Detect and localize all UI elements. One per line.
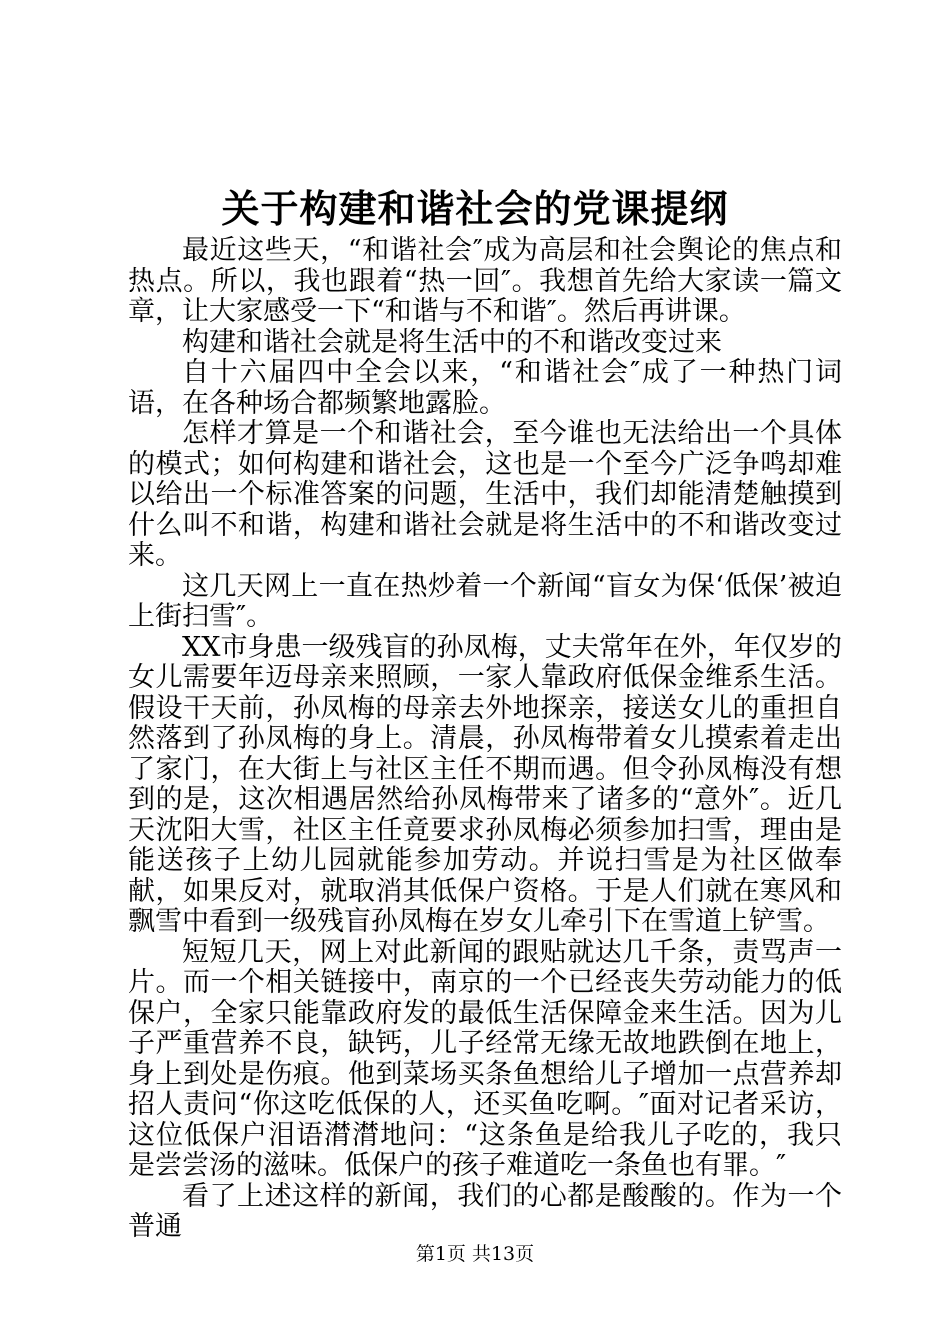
page-footer: [0, 1242, 950, 1266]
paragraph: 看了上述这样的新闻，我们的心都是酸酸的。作为一个普通: [128, 1180, 842, 1242]
paragraph: XX市身患一级残盲的孙凤梅，丈夫常年在外，年仅岁的女儿需要年迈母亲来照顾，一家人靠政府低保金维系生活。假设干天前，孙凤梅的母亲去外地探亲，接送女儿的重担自然落到了孙凤梅的身上。清晨，孙凤梅带着女儿摸索着走出了家门，在大街上与社区主任不期而遇。但令孙凤梅没有想到的是，这次相遇居然给孙凤梅带来了诸多的“意外″。近几天沈阳大雪，社区主任竟要求孙凤梅必须参加扫雪，理由是能送孩子上幼儿园就能参加劳动。并说扫雪是为社区做奉献，如果反对，就取消其低保户资格。于是人们就在寒风和飘雪中看到一级残盲孙凤梅在岁女儿牵引下在雪道上铲雪。: [128, 631, 842, 937]
paragraph: 这几天网上一直在热炒着一个新闻“盲女为保‘低保’被迫上街扫雪″。: [128, 570, 842, 632]
document-title: 关于构建和谐社会的党课提纲: [221, 186, 729, 231]
page-number: 第1页: [415, 1243, 466, 1265]
paragraph: 自十六届四中全会以来，“和谐社会″成了一种热门词语，在各种场合都频繁地露脸。: [128, 357, 842, 419]
paragraph: 短短几天，网上对此新闻的跟贴就达几千条，责骂声一片。而一个相关链接中，南京的一个已经丧失劳动能力的低保户，全家只能靠政府发的最低生活保障金来生活。因为儿子严重营养不良，缺钙，儿子经常无缘无故地跌倒在地上，身上到处是伤痕。他到菜场买条鱼想给儿子增加一点营养却招人责问“你这吃低保的人，还买鱼吃啊。″面对记者采访，这位低保户泪语潸潸地问：“这条鱼是给我儿子吃的，我只是尝尝汤的滋味。低保户的孩子难道吃一条鱼也有罪。″: [128, 936, 842, 1181]
paragraph: 构建和谐社会就是将生活中的不和谐改变过来: [182, 326, 722, 358]
paragraph: 最近这些天，“和谐社会″成为高层和社会舆论的焦点和热点。所以，我也跟着“热一回″。我想首先给大家读一篇文章，让大家感受一下“和谐与不和谐″。然后再讲课。: [128, 235, 842, 327]
paragraph: 怎样才算是一个和谐社会，至今谁也无法给出一个具体的模式；如何构建和谐社会，这也是一个至今广泛争鸣却难以给出一个标准答案的问题，生活中，我们却能清楚触摸到什么叫不和谐，构建和谐社会就是将生活中的不和谐改变过来。: [128, 418, 842, 571]
page-total: 共13页: [471, 1243, 535, 1265]
document-body: [128, 236, 842, 1243]
